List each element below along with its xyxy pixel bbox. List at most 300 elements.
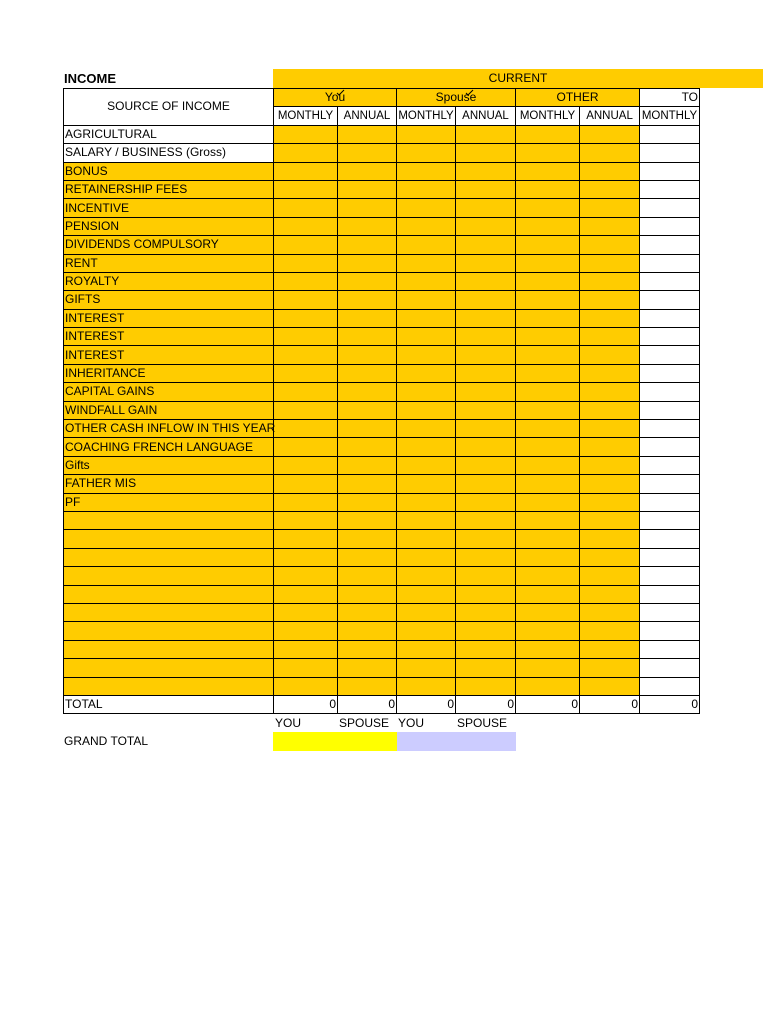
amount-cell[interactable] — [580, 622, 640, 640]
amount-cell[interactable] — [580, 493, 640, 511]
amount-cell[interactable] — [274, 272, 338, 290]
income-source-label — [64, 640, 274, 658]
sub-header: MONTHLY — [516, 107, 580, 125]
amount-cell[interactable] — [338, 585, 397, 603]
amount-cell[interactable] — [516, 346, 580, 364]
amount-cell[interactable] — [338, 199, 397, 217]
amount-cell[interactable] — [456, 401, 516, 419]
income-source-label: INTEREST — [64, 346, 274, 364]
amount-cell[interactable] — [580, 254, 640, 272]
amount-cell[interactable] — [516, 383, 580, 401]
amount-cell[interactable] — [397, 272, 456, 290]
table-row — [64, 272, 700, 290]
amount-cell[interactable] — [640, 401, 700, 419]
amount-cell[interactable] — [338, 401, 397, 419]
amount-cell[interactable] — [456, 162, 516, 180]
amount-cell[interactable] — [580, 659, 640, 677]
amount-cell[interactable] — [274, 125, 338, 143]
amount-cell[interactable] — [580, 511, 640, 529]
amount-cell[interactable] — [516, 420, 580, 438]
table-row — [64, 364, 700, 382]
income-source-label: PF — [64, 493, 274, 511]
amount-cell[interactable] — [274, 236, 338, 254]
amount-cell[interactable] — [456, 180, 516, 198]
amount-cell[interactable] — [516, 180, 580, 198]
amount-cell[interactable] — [397, 622, 456, 640]
table-row — [64, 659, 700, 677]
amount-cell[interactable] — [338, 254, 397, 272]
amount-cell[interactable] — [580, 456, 640, 474]
amount-cell[interactable] — [274, 180, 338, 198]
amount-cell[interactable] — [456, 548, 516, 566]
amount-cell[interactable] — [516, 567, 580, 585]
table-row — [64, 603, 700, 621]
amount-cell[interactable] — [397, 383, 456, 401]
amount-cell[interactable] — [580, 567, 640, 585]
income-source-label: Gifts — [64, 456, 274, 474]
amount-cell[interactable] — [274, 548, 338, 566]
grand-total-you-cell[interactable] — [273, 732, 397, 751]
amount-cell[interactable] — [397, 475, 456, 493]
amount-cell[interactable] — [580, 144, 640, 162]
amount-cell[interactable] — [580, 364, 640, 382]
amount-cell[interactable] — [338, 420, 397, 438]
amount-cell[interactable] — [580, 162, 640, 180]
amount-cell[interactable] — [516, 622, 580, 640]
amount-cell[interactable] — [640, 438, 700, 456]
amount-cell[interactable] — [274, 217, 338, 235]
amount-cell[interactable] — [640, 236, 700, 254]
amount-cell[interactable] — [456, 456, 516, 474]
amount-cell[interactable] — [397, 309, 456, 327]
amount-cell[interactable] — [274, 383, 338, 401]
amount-cell[interactable] — [640, 659, 700, 677]
amount-cell[interactable] — [640, 217, 700, 235]
amount-cell[interactable] — [338, 328, 397, 346]
amount-cell[interactable] — [338, 530, 397, 548]
table-row — [64, 401, 700, 419]
amount-cell[interactable] — [397, 640, 456, 658]
amount-cell[interactable] — [580, 475, 640, 493]
amount-cell[interactable] — [338, 125, 397, 143]
amount-cell[interactable] — [580, 291, 640, 309]
amount-cell[interactable] — [456, 567, 516, 585]
amount-cell[interactable] — [640, 511, 700, 529]
amount-cell[interactable] — [338, 548, 397, 566]
amount-cell[interactable] — [580, 438, 640, 456]
amount-cell[interactable] — [640, 567, 700, 585]
amount-cell[interactable] — [274, 309, 338, 327]
amount-cell[interactable] — [338, 236, 397, 254]
amount-cell[interactable] — [580, 603, 640, 621]
income-source-label: FATHER MIS — [64, 475, 274, 493]
checkmark-icon — [465, 89, 474, 96]
amount-cell[interactable] — [580, 530, 640, 548]
amount-cell[interactable] — [516, 272, 580, 290]
amount-cell[interactable] — [274, 677, 338, 695]
amount-cell[interactable] — [274, 603, 338, 621]
amount-cell[interactable] — [640, 493, 700, 511]
amount-cell[interactable] — [274, 328, 338, 346]
income-source-label: ROYALTY — [64, 272, 274, 290]
amount-cell[interactable] — [397, 162, 456, 180]
amount-cell[interactable] — [640, 291, 700, 309]
amount-cell[interactable] — [640, 640, 700, 658]
table-row — [64, 438, 700, 456]
income-source-label — [64, 677, 274, 695]
grand-total-caption-spouse: SPOUSE — [339, 716, 390, 730]
amount-cell[interactable] — [397, 144, 456, 162]
amount-cell[interactable] — [516, 254, 580, 272]
amount-cell[interactable] — [274, 622, 338, 640]
amount-cell[interactable] — [274, 585, 338, 603]
amount-cell[interactable] — [640, 272, 700, 290]
amount-cell[interactable] — [516, 475, 580, 493]
amount-cell[interactable] — [397, 180, 456, 198]
amount-cell[interactable] — [456, 585, 516, 603]
total-value: 0 — [338, 695, 397, 713]
amount-cell[interactable] — [274, 530, 338, 548]
amount-cell[interactable] — [397, 401, 456, 419]
amount-cell[interactable] — [640, 677, 700, 695]
amount-cell[interactable] — [338, 383, 397, 401]
table-row — [64, 383, 700, 401]
amount-cell[interactable] — [274, 291, 338, 309]
amount-cell[interactable] — [338, 456, 397, 474]
amount-cell[interactable] — [274, 162, 338, 180]
amount-cell[interactable] — [516, 456, 580, 474]
income-source-label: GIFTS — [64, 291, 274, 309]
table-row — [64, 309, 700, 327]
amount-cell[interactable] — [456, 346, 516, 364]
income-source-label — [64, 548, 274, 566]
income-source-label — [64, 622, 274, 640]
table-row — [64, 180, 700, 198]
amount-cell[interactable] — [397, 530, 456, 548]
amount-cell[interactable] — [516, 677, 580, 695]
grand-total-label: GRAND TOTAL — [64, 734, 149, 748]
amount-cell[interactable] — [456, 199, 516, 217]
section-title: INCOME — [64, 71, 116, 86]
income-source-label: DIVIDENDS COMPULSORY — [64, 236, 274, 254]
table-row — [64, 548, 700, 566]
amount-cell[interactable] — [580, 125, 640, 143]
amount-cell[interactable] — [338, 438, 397, 456]
amount-cell[interactable] — [580, 217, 640, 235]
total-row — [64, 695, 700, 713]
amount-cell[interactable] — [338, 603, 397, 621]
amount-cell[interactable] — [397, 291, 456, 309]
amount-cell[interactable] — [456, 659, 516, 677]
amount-cell[interactable] — [580, 309, 640, 327]
amount-cell[interactable] — [516, 511, 580, 529]
amount-cell[interactable] — [516, 364, 580, 382]
table-row — [64, 291, 700, 309]
amount-cell[interactable] — [338, 493, 397, 511]
table-row — [64, 511, 700, 529]
sub-header: ANNUAL — [338, 107, 397, 125]
amount-cell[interactable] — [338, 309, 397, 327]
amount-cell[interactable] — [456, 603, 516, 621]
table-row — [64, 217, 700, 235]
sub-header: MONTHLY — [640, 107, 700, 125]
income-source-label: BONUS — [64, 162, 274, 180]
amount-cell[interactable] — [274, 438, 338, 456]
amount-cell[interactable] — [397, 585, 456, 603]
income-source-label — [64, 659, 274, 677]
grand-total-caption-you: YOU — [275, 716, 302, 730]
total-value: 0 — [274, 695, 338, 713]
amount-cell[interactable] — [274, 346, 338, 364]
amount-cell[interactable] — [640, 346, 700, 364]
amount-cell[interactable] — [338, 291, 397, 309]
amount-cell[interactable] — [640, 328, 700, 346]
table-row — [64, 567, 700, 585]
amount-cell[interactable] — [456, 291, 516, 309]
amount-cell[interactable] — [640, 383, 700, 401]
income-source-label: SALARY / BUSINESS (Gross) — [64, 144, 274, 162]
amount-cell[interactable] — [456, 236, 516, 254]
amount-cell[interactable] — [338, 640, 397, 658]
amount-cell[interactable] — [516, 640, 580, 658]
amount-cell[interactable] — [580, 236, 640, 254]
amount-cell[interactable] — [640, 420, 700, 438]
amount-cell[interactable] — [338, 567, 397, 585]
amount-cell[interactable] — [338, 272, 397, 290]
total-value: 0 — [397, 695, 456, 713]
amount-cell[interactable] — [274, 640, 338, 658]
amount-cell[interactable] — [397, 493, 456, 511]
amount-cell[interactable] — [456, 438, 516, 456]
amount-cell[interactable] — [456, 217, 516, 235]
amount-cell[interactable] — [516, 548, 580, 566]
income-source-label: INTEREST — [64, 328, 274, 346]
amount-cell[interactable] — [516, 125, 580, 143]
amount-cell[interactable] — [274, 420, 338, 438]
total-value: 0 — [640, 695, 700, 713]
amount-cell[interactable] — [456, 309, 516, 327]
period-label: CURRENT — [488, 71, 548, 85]
amount-cell[interactable] — [640, 125, 700, 143]
table-row — [64, 346, 700, 364]
amount-cell[interactable] — [580, 420, 640, 438]
amount-cell[interactable] — [640, 603, 700, 621]
income-source-label: INTEREST — [64, 309, 274, 327]
amount-cell[interactable] — [456, 383, 516, 401]
amount-cell[interactable] — [397, 199, 456, 217]
amount-cell[interactable] — [580, 548, 640, 566]
amount-cell[interactable] — [338, 677, 397, 695]
income-source-label — [64, 585, 274, 603]
amount-cell[interactable] — [274, 475, 338, 493]
amount-cell[interactable] — [274, 254, 338, 272]
amount-cell[interactable] — [338, 346, 397, 364]
amount-cell[interactable] — [640, 585, 700, 603]
amount-cell[interactable] — [640, 144, 700, 162]
amount-cell[interactable] — [397, 659, 456, 677]
amount-cell[interactable] — [456, 254, 516, 272]
grand-total-spouse-cell[interactable] — [397, 732, 516, 751]
amount-cell[interactable] — [640, 475, 700, 493]
amount-cell[interactable] — [397, 236, 456, 254]
group-header-spouse: Spouse — [397, 89, 516, 107]
table-row — [64, 144, 700, 162]
amount-cell[interactable] — [456, 511, 516, 529]
amount-cell[interactable] — [640, 199, 700, 217]
income-source-label — [64, 511, 274, 529]
amount-cell[interactable] — [274, 659, 338, 677]
amount-cell[interactable] — [640, 162, 700, 180]
amount-cell[interactable] — [640, 548, 700, 566]
amount-cell[interactable] — [397, 511, 456, 529]
group-header-total: TO — [640, 89, 700, 107]
amount-cell[interactable] — [397, 420, 456, 438]
table-row — [64, 585, 700, 603]
table-row — [64, 236, 700, 254]
amount-cell[interactable] — [397, 364, 456, 382]
amount-cell[interactable] — [338, 180, 397, 198]
amount-cell[interactable] — [338, 659, 397, 677]
income-source-label: AGRICULTURAL — [64, 125, 274, 143]
amount-cell[interactable] — [338, 162, 397, 180]
amount-cell[interactable] — [516, 530, 580, 548]
amount-cell[interactable] — [397, 254, 456, 272]
amount-cell[interactable] — [274, 493, 338, 511]
amount-cell[interactable] — [516, 659, 580, 677]
amount-cell[interactable] — [456, 364, 516, 382]
amount-cell[interactable] — [397, 346, 456, 364]
amount-cell[interactable] — [397, 603, 456, 621]
table-row — [64, 456, 700, 474]
amount-cell[interactable] — [456, 677, 516, 695]
total-label: TOTAL — [64, 695, 274, 713]
amount-cell[interactable] — [338, 144, 397, 162]
amount-cell[interactable] — [580, 585, 640, 603]
amount-cell[interactable] — [456, 493, 516, 511]
amount-cell[interactable] — [640, 530, 700, 548]
amount-cell[interactable] — [580, 677, 640, 695]
sub-header: MONTHLY — [397, 107, 456, 125]
amount-cell[interactable] — [338, 217, 397, 235]
checkmark-icon — [336, 89, 345, 96]
amount-cell[interactable] — [516, 162, 580, 180]
amount-cell[interactable] — [338, 622, 397, 640]
income-source-label: RETAINERSHIP FEES — [64, 180, 274, 198]
amount-cell[interactable] — [640, 254, 700, 272]
table-row — [64, 677, 700, 695]
amount-cell[interactable] — [456, 622, 516, 640]
amount-cell[interactable] — [274, 401, 338, 419]
amount-cell[interactable] — [580, 199, 640, 217]
total-value: 0 — [516, 695, 580, 713]
amount-cell[interactable] — [580, 640, 640, 658]
amount-cell[interactable] — [516, 493, 580, 511]
amount-cell[interactable] — [516, 401, 580, 419]
table-row — [64, 493, 700, 511]
income-source-label: RENT — [64, 254, 274, 272]
amount-cell[interactable] — [397, 677, 456, 695]
amount-cell[interactable] — [640, 364, 700, 382]
amount-cell[interactable] — [397, 328, 456, 346]
income-table — [63, 88, 700, 714]
amount-cell[interactable] — [516, 603, 580, 621]
table-row — [64, 254, 700, 272]
amount-cell[interactable] — [516, 309, 580, 327]
amount-cell[interactable] — [640, 456, 700, 474]
amount-cell[interactable] — [338, 475, 397, 493]
amount-cell[interactable] — [456, 420, 516, 438]
amount-cell[interactable] — [274, 456, 338, 474]
amount-cell[interactable] — [456, 328, 516, 346]
amount-cell[interactable] — [397, 125, 456, 143]
sub-header: MONTHLY — [274, 107, 338, 125]
amount-cell[interactable] — [516, 438, 580, 456]
amount-cell[interactable] — [274, 511, 338, 529]
table-row — [64, 328, 700, 346]
amount-cell[interactable] — [274, 199, 338, 217]
amount-cell[interactable] — [274, 144, 338, 162]
amount-cell[interactable] — [516, 217, 580, 235]
income-source-label: CAPITAL GAINS — [64, 383, 274, 401]
amount-cell[interactable] — [516, 144, 580, 162]
amount-cell[interactable] — [274, 567, 338, 585]
amount-cell[interactable] — [580, 401, 640, 419]
amount-cell[interactable] — [456, 640, 516, 658]
table-row — [64, 162, 700, 180]
amount-cell[interactable] — [516, 291, 580, 309]
income-source-label: OTHER CASH INFLOW IN THIS YEAR — [64, 420, 274, 438]
income-source-label: INCENTIVE — [64, 199, 274, 217]
amount-cell[interactable] — [397, 567, 456, 585]
amount-cell[interactable] — [640, 180, 700, 198]
amount-cell[interactable] — [516, 328, 580, 346]
amount-cell[interactable] — [580, 346, 640, 364]
amount-cell[interactable] — [516, 236, 580, 254]
amount-cell[interactable] — [456, 125, 516, 143]
amount-cell[interactable] — [397, 456, 456, 474]
amount-cell[interactable] — [580, 328, 640, 346]
amount-cell[interactable] — [397, 438, 456, 456]
amount-cell[interactable] — [580, 383, 640, 401]
amount-cell[interactable] — [640, 309, 700, 327]
amount-cell[interactable] — [456, 530, 516, 548]
amount-cell[interactable] — [456, 144, 516, 162]
amount-cell[interactable] — [456, 272, 516, 290]
income-source-label: INHERITANCE — [64, 364, 274, 382]
table-row — [64, 640, 700, 658]
amount-cell[interactable] — [456, 475, 516, 493]
amount-cell[interactable] — [397, 217, 456, 235]
amount-cell[interactable] — [338, 364, 397, 382]
amount-cell[interactable] — [516, 585, 580, 603]
amount-cell[interactable] — [580, 272, 640, 290]
amount-cell[interactable] — [580, 180, 640, 198]
sub-header: ANNUAL — [456, 107, 516, 125]
amount-cell[interactable] — [274, 364, 338, 382]
amount-cell[interactable] — [516, 199, 580, 217]
income-source-label: PENSION — [64, 217, 274, 235]
amount-cell[interactable] — [640, 622, 700, 640]
amount-cell[interactable] — [397, 548, 456, 566]
income-source-label: COACHING FRENCH LANGUAGE — [64, 438, 274, 456]
amount-cell[interactable] — [338, 511, 397, 529]
income-source-label — [64, 530, 274, 548]
total-value: 0 — [456, 695, 516, 713]
sub-header: ANNUAL — [580, 107, 640, 125]
table-row — [64, 199, 700, 217]
table-row — [64, 622, 700, 640]
source-header: SOURCE OF INCOME — [64, 89, 274, 126]
